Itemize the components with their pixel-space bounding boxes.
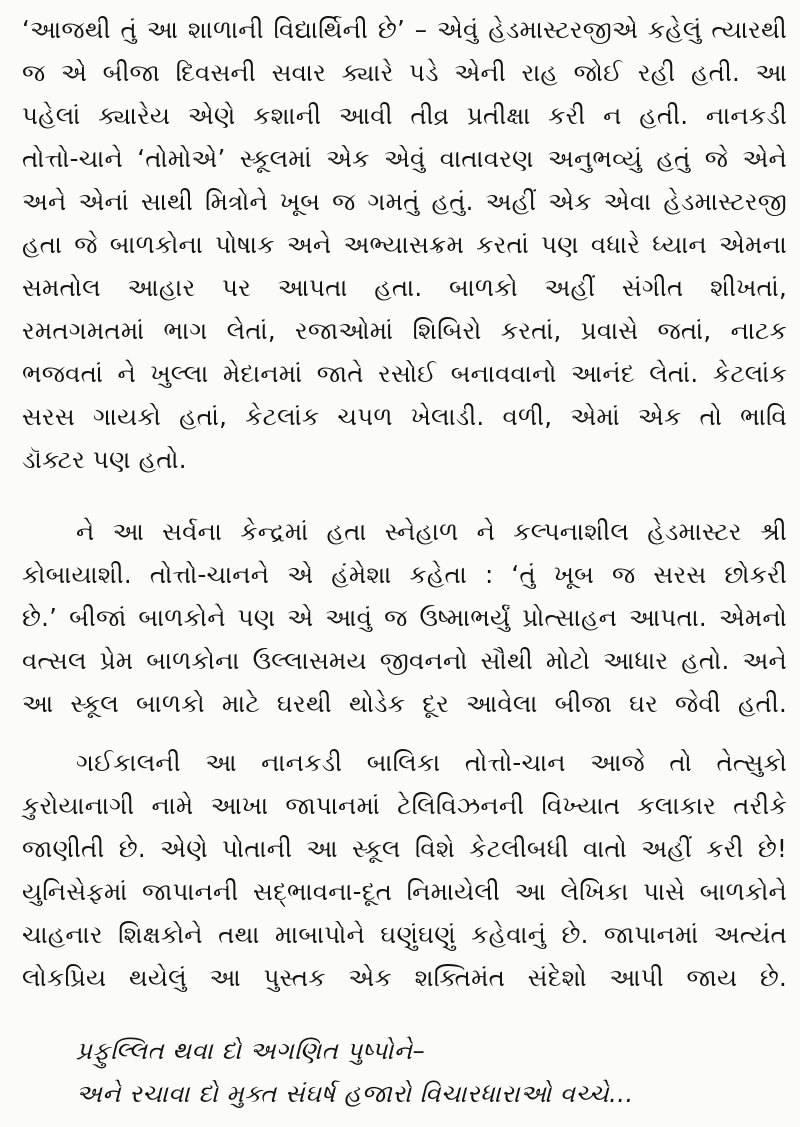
poem-line: અને રચાવા દો મુક્ત સંઘર્ષ હજારો વિચારધારાઓ વચ્ચે... <box>76 1079 634 1108</box>
text-line: ગઈકાલની આ નાનકડી બાલિકા તોત્તો-ચાન આજે તો તેત્સુકો <box>76 748 787 777</box>
text-line: કોબાયાશી. તોત્તો-ચાનને એ હંમેશા કહેતા : ‘તું ખૂબ જ સરસ છોકરી <box>22 560 787 589</box>
text-line: છે.’ બીજાં બાળકોને પણ એ આવું જ ઉષ્માભર્યું પ્રોત્સાહન આપતા. એમનો <box>22 603 787 632</box>
text-line: રમતગમતમાં ભાગ લેતાં, રજાઓમાં શિબિરો કરતાં, પ્રવાસે જતાં, નાટક <box>22 316 787 345</box>
text-line: તોત્તો-ચાને ‘તોમોએ’ સ્કૂલમાં એક એવું વાતાવરણ અનુભવ્યું હતું જે એને <box>22 144 787 173</box>
text-line: ‘આજથી તું આ શાળાની વિદ્યાર્થિની છે’ – એવું હેડમાસ્ટરજીએ કહેલું ત્યારથી <box>22 15 787 44</box>
text-line: ને આ સર્વના કેન્દ્રમાં હતા સ્નેહાળ ને કલ્પનાશીલ હેડમાસ્ટર શ્રી <box>76 517 787 546</box>
text-line: ડૉક્ટર પણ હતો. <box>22 445 187 474</box>
text-line: સમતોલ આહાર પર આપતા હતા. બાળકો અહીં સંગીત શીખતાં, <box>22 273 787 302</box>
text-line: પહેલાં ક્યારેય એણે કશાની આવી તીવ્ર પ્રતીક્ષા કરી ન હતી. નાનકડી <box>22 101 787 130</box>
text-line: સરસ ગાયકો હતાં, કેટલાંક ચપળ ખેલાડી. વળી, એમાં એક તો ભાવિ <box>22 402 787 431</box>
text-line: હતા જે બાળકોના પોષાક અને અભ્યાસક્રમ કરતાં પણ વધારે ધ્યાન એમના <box>22 230 787 259</box>
text-line: જાણીતી છે. એણે પોતાની આ સ્કૂલ વિશે કેટલીબધી વાતો અહીં કરી છે! <box>22 834 787 863</box>
text-line: લોકપ્રિય થયેલું આ પુસ્તક એક શક્તિમંત સંદેશો આપી જાય છે. <box>22 963 787 992</box>
text-line: ચાહનાર શિક્ષકોને તથા માબાપોને ઘણુંઘણું કહેવાનું છે. જાપાનમાં અત્યંત <box>22 920 787 949</box>
text-line: અને એનાં સાથી મિત્રોને ખૂબ જ ગમતું હતું. અહીં એક એવા હેડમાસ્ટરજી <box>22 187 787 216</box>
text-line: આ સ્કૂલ બાળકો માટે ઘરથી થોડેક દૂર આવેલા બીજા ઘર જેવી હતી. <box>22 689 787 718</box>
text-line: કુરોયાનાગી નામે આખા જાપાનમાં ટેલિવિઝનની વિખ્યાત કલાકાર તરીકે <box>22 791 787 820</box>
poem-line: પ્રફુલ્લિત થવા દો અગણિત પુષ્પોને– <box>76 1036 426 1065</box>
text-line: વત્સલ પ્રેમ બાળકોના ઉલ્લાસમય જીવનનો સૌથી મોટો આધાર હતો. અને <box>22 646 787 675</box>
text-line: જ એ બીજા દિવસની સવાર ક્યારે પડે એની રાહ જોઈ રહી હતી. આ <box>22 58 787 87</box>
text-line: યુનિસેફમાં જાપાનની સદ્ભાવના-દૂત નિમાયેલી આ લેખિકા પાસે બાળકોને <box>22 877 787 906</box>
text-line: ભજવતાં ને ખુલ્લા મેદાનમાં જાતે રસોઈ બનાવવાનો આનંદ લેતાં. કેટલાંક <box>22 359 787 388</box>
